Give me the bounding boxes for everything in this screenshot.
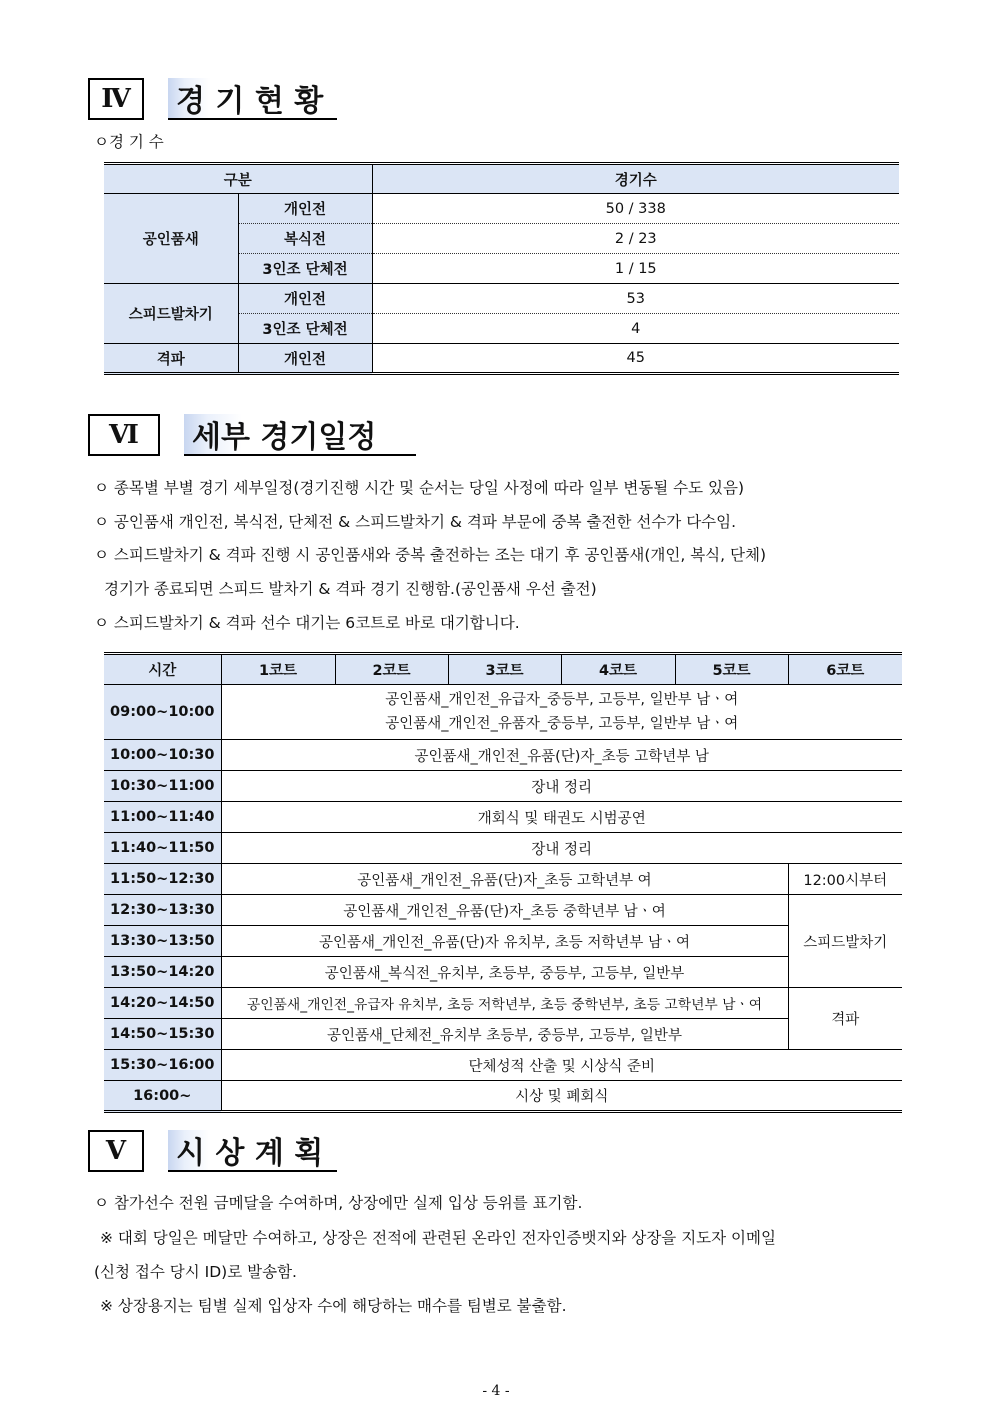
schedule-event: 공인품새_개인전_유급자 유치부, 초등 저학년부, 초등 중학년부, 초등 고학년부 남ㆍ여 bbox=[221, 988, 788, 1019]
column-header: 2코트 bbox=[335, 654, 448, 685]
table-row bbox=[104, 740, 902, 771]
time-slot: 15:30~16:00 bbox=[104, 1050, 221, 1081]
schedule-event: 공인품새_개인전_유품(단)자_초등 중학년부 남ㆍ여 bbox=[221, 895, 788, 926]
bullet-text: ㅇ 스피드발차기 & 격파 진행 시 공인품새와 중복 출전하는 조는 대기 후 공인품새(개인, 복식, 단체) bbox=[94, 546, 766, 564]
section-title: 시 상 계 획 bbox=[168, 1130, 337, 1172]
bullet-text: ㅇ 스피드발차기 & 격파 선수 대기는 6코트로 바로 대기합니다. bbox=[94, 614, 520, 632]
column-header: 5코트 bbox=[675, 654, 788, 685]
table-row bbox=[104, 802, 902, 833]
column-header: 3코트 bbox=[448, 654, 561, 685]
event-type: 개인전 bbox=[238, 194, 372, 224]
bullet-continuation: 경기가 종료되면 스피드 발차기 & 격파 경기 진행함.(공인품새 우선 출전) bbox=[104, 580, 597, 598]
time-slot: 14:50~15:30 bbox=[104, 1019, 221, 1050]
schedule-event: 공인품새_복식전_유치부, 초등부, 중등부, 고등부, 일반부 bbox=[221, 957, 788, 988]
table-row bbox=[104, 833, 902, 864]
award-note-continuation: (신청 접수 당시 ID)로 발송함. bbox=[94, 1263, 297, 1281]
time-slot: 10:00~10:30 bbox=[104, 740, 221, 771]
schedule-event: 장내 정리 bbox=[221, 771, 902, 802]
section-title: 경 기 현 황 bbox=[168, 78, 337, 120]
time-slot: 11:50~12:30 bbox=[104, 864, 221, 895]
award-text: ㅇ 참가선수 전원 금메달을 수여하며, 상장에만 실제 입상 등위를 표기함. bbox=[94, 1194, 583, 1212]
match-count: 4 bbox=[372, 314, 899, 344]
match-count: 2 / 23 bbox=[372, 224, 899, 254]
time-slot: 11:00~11:40 bbox=[104, 802, 221, 833]
schedule-event: 시상 및 폐회식 bbox=[515, 1089, 609, 1105]
side-note: 12:00시부터 bbox=[788, 864, 902, 895]
award-note: ※ 대회 당일은 메달만 수여하고, 상장은 전적에 관련된 온라인 전자인증뱃지와 상장을 지도자 이메일 bbox=[100, 1229, 776, 1247]
bullet-text: ㅇ 공인품새 개인전, 복식전, 단체전 & 스피드발차기 & 격파 부문에 중복 출전한 선수가 다수임. bbox=[94, 513, 737, 531]
side-note: 격파 bbox=[788, 988, 902, 1050]
schedule-table bbox=[104, 652, 902, 1113]
schedule-event: 공인품새_개인전_유품(단)자_초등 고학년부 남 bbox=[221, 740, 902, 771]
table-row bbox=[104, 1050, 902, 1081]
schedule-event: 공인품새_단체전_유치부 초등부, 중등부, 고등부, 일반부 bbox=[221, 1019, 788, 1050]
table-row bbox=[104, 771, 902, 802]
event-type: 개인전 bbox=[238, 344, 372, 374]
event-type: 3인조 단체전 bbox=[238, 254, 372, 284]
section-5-header bbox=[88, 1130, 337, 1172]
time-slot: 12:30~13:30 bbox=[104, 895, 221, 926]
page-number: - 4 - bbox=[482, 1383, 510, 1399]
time-slot: 13:50~14:20 bbox=[104, 957, 221, 988]
section-4-header bbox=[88, 78, 337, 120]
category-label: 공인품새 bbox=[104, 194, 238, 284]
table-row bbox=[104, 1019, 902, 1050]
match-count: 50 / 338 bbox=[372, 194, 899, 224]
table-header: 구분 bbox=[104, 164, 372, 194]
sub-heading: ㅇ경 기 수 bbox=[94, 133, 164, 151]
schedule-event: 공인품새_개인전_유품(단)자 유치부, 초등 저학년부 남ㆍ여 bbox=[221, 926, 788, 957]
side-note: 스피드발차기 bbox=[788, 895, 902, 988]
section-title: 세부 경기일정 bbox=[184, 414, 416, 456]
event-type: 복식전 bbox=[238, 224, 372, 254]
time-slot: 16:00~ bbox=[104, 1081, 221, 1112]
award-note: ※ 상장용지는 팀별 실제 입상자 수에 해당하는 매수를 팀별로 불출함. bbox=[100, 1297, 567, 1315]
section-number: Ⅵ bbox=[88, 414, 160, 456]
table-row bbox=[104, 895, 902, 926]
schedule-event bbox=[221, 685, 902, 740]
table-header: 경기수 bbox=[372, 164, 899, 194]
schedule-event-line: 공인품새_개인전_유급자_중등부, 고등부, 일반부 남ㆍ여 bbox=[385, 692, 739, 708]
section-number: Ⅳ bbox=[88, 78, 144, 120]
table-row bbox=[104, 926, 902, 957]
column-header: 6코트 bbox=[788, 654, 902, 685]
schedule-event: 장내 정리 bbox=[221, 833, 902, 864]
time-slot: 13:30~13:50 bbox=[104, 926, 221, 957]
category-label: 격파 bbox=[104, 344, 238, 374]
time-slot: 14:20~14:50 bbox=[104, 988, 221, 1019]
schedule-event-line: 공인품새_개인전_유품자_중등부, 고등부, 일반부 남ㆍ여 bbox=[385, 716, 739, 732]
table-row bbox=[104, 864, 902, 895]
time-slot: 11:40~11:50 bbox=[104, 833, 221, 864]
time-slot: 10:30~11:00 bbox=[104, 771, 221, 802]
section-number: Ⅴ bbox=[88, 1130, 144, 1172]
table-row bbox=[104, 1081, 902, 1112]
category-label: 스피드발차기 bbox=[104, 284, 238, 344]
section-6-header bbox=[88, 414, 416, 456]
event-type: 3인조 단체전 bbox=[238, 314, 372, 344]
match-count: 53 bbox=[372, 284, 899, 314]
column-header: 4코트 bbox=[561, 654, 675, 685]
match-count: 45 bbox=[626, 350, 645, 366]
schedule-event: 공인품새_개인전_유품(단)자_초등 고학년부 여 bbox=[221, 864, 788, 895]
match-count: 1 / 15 bbox=[372, 254, 899, 284]
time-slot: 09:00~10:00 bbox=[104, 685, 221, 740]
schedule-event: 단체성적 산출 및 시상식 준비 bbox=[221, 1050, 902, 1081]
table-row bbox=[104, 685, 902, 740]
table-row bbox=[104, 957, 902, 988]
column-header: 시간 bbox=[104, 654, 221, 685]
match-count-table bbox=[104, 162, 899, 375]
schedule-event: 개회식 및 태권도 시범공연 bbox=[221, 802, 902, 833]
event-type: 개인전 bbox=[238, 284, 372, 314]
column-header: 1코트 bbox=[221, 654, 335, 685]
table-row bbox=[104, 988, 902, 1019]
bullet-text: ㅇ 종목별 부별 경기 세부일정(경기진행 시간 및 순서는 당일 사정에 따라 일부 변동될 수도 있음) bbox=[94, 479, 745, 497]
